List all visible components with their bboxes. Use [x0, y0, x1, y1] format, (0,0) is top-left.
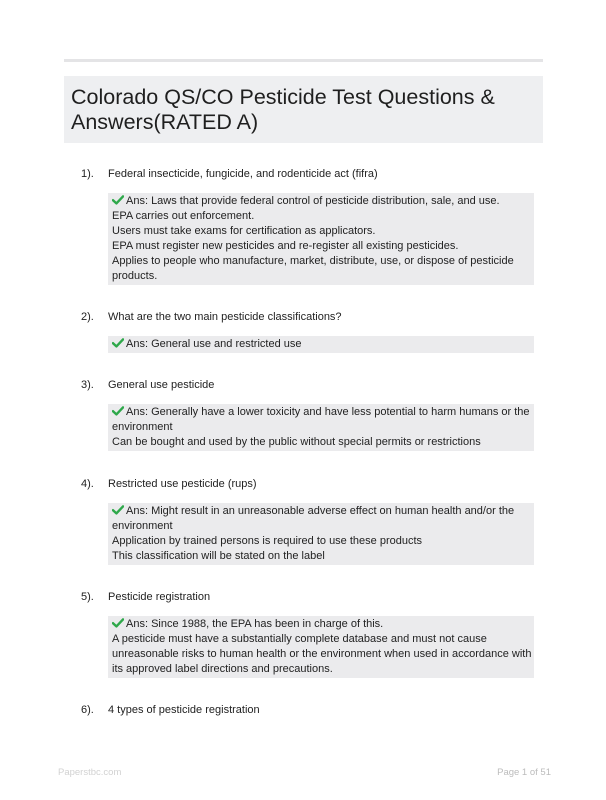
document-title: Colorado QS/CO Pesticide Test Questions & Answers(RATED A) — [71, 85, 495, 134]
answer-box — [108, 503, 534, 565]
question-number: 1). — [81, 168, 94, 180]
title-banner — [64, 76, 543, 143]
question-number: 5). — [81, 591, 94, 603]
answer-line: EPA carries out enforcement. — [112, 210, 255, 222]
answer-line: environment — [112, 520, 173, 532]
answer-box — [108, 336, 534, 353]
check-icon — [112, 618, 124, 628]
check-icon — [112, 338, 124, 348]
question-text: General use pesticide — [108, 379, 215, 391]
answer-line: Ans: Since 1988, the EPA has been in charge of this. — [126, 618, 384, 630]
answer-line: A pesticide must have a substantially complete database and must not cause — [112, 633, 487, 645]
answer-line: Application by trained persons is required to use these products — [112, 535, 423, 547]
check-icon — [112, 505, 124, 515]
answer-line: environment — [112, 421, 173, 433]
answer-box — [108, 616, 534, 678]
page-number: Page 1 of 51 — [497, 767, 551, 778]
answer-line: Users must take exams for certification as applicators. — [112, 225, 376, 237]
check-icon — [112, 195, 124, 205]
question-number: 2). — [81, 311, 94, 323]
question-text: What are the two main pesticide classifications? — [108, 311, 342, 323]
question-text: Pesticide registration — [108, 591, 211, 603]
question-number: 4). — [81, 478, 94, 490]
question-text: Federal insecticide, fungicide, and rodenticide act (fifra) — [108, 168, 378, 180]
question-text: 4 types of pesticide registration — [108, 704, 260, 716]
answer-line: Ans: General use and restricted use — [126, 338, 302, 350]
answer-line: unreasonable risks to human health or the environment when used in accordance with — [112, 648, 532, 660]
answer-box — [108, 404, 534, 451]
answer-line: products. — [112, 270, 158, 282]
answer-line: This classification will be stated on the label — [112, 550, 325, 562]
answer-line: EPA must register new pesticides and re-register all existing pesticides. — [112, 240, 459, 252]
question-text: Restricted use pesticide (rups) — [108, 478, 257, 490]
answer-line: Applies to people who manufacture, market, distribute, use, or dispose of pesticide — [112, 255, 514, 267]
footer-site: Paperstbc.com — [58, 767, 122, 778]
answer-line: Can be bought and used by the public without special permits or restrictions — [112, 436, 481, 448]
question-number: 3). — [81, 379, 94, 391]
question-number: 6). — [81, 704, 94, 716]
answer-line: its approved label directions and precautions. — [112, 663, 333, 675]
answer-line: Ans: Laws that provide federal control of pesticide distribution, sale, and use. — [126, 195, 500, 207]
answer-line: Ans: Generally have a lower toxicity and have less potential to harm humans or the — [126, 406, 530, 418]
answer-box — [108, 193, 534, 285]
answer-line: Ans: Might result in an unreasonable adverse effect on human health and/or the — [126, 505, 515, 517]
top-divider — [64, 59, 543, 62]
check-icon — [112, 406, 124, 416]
